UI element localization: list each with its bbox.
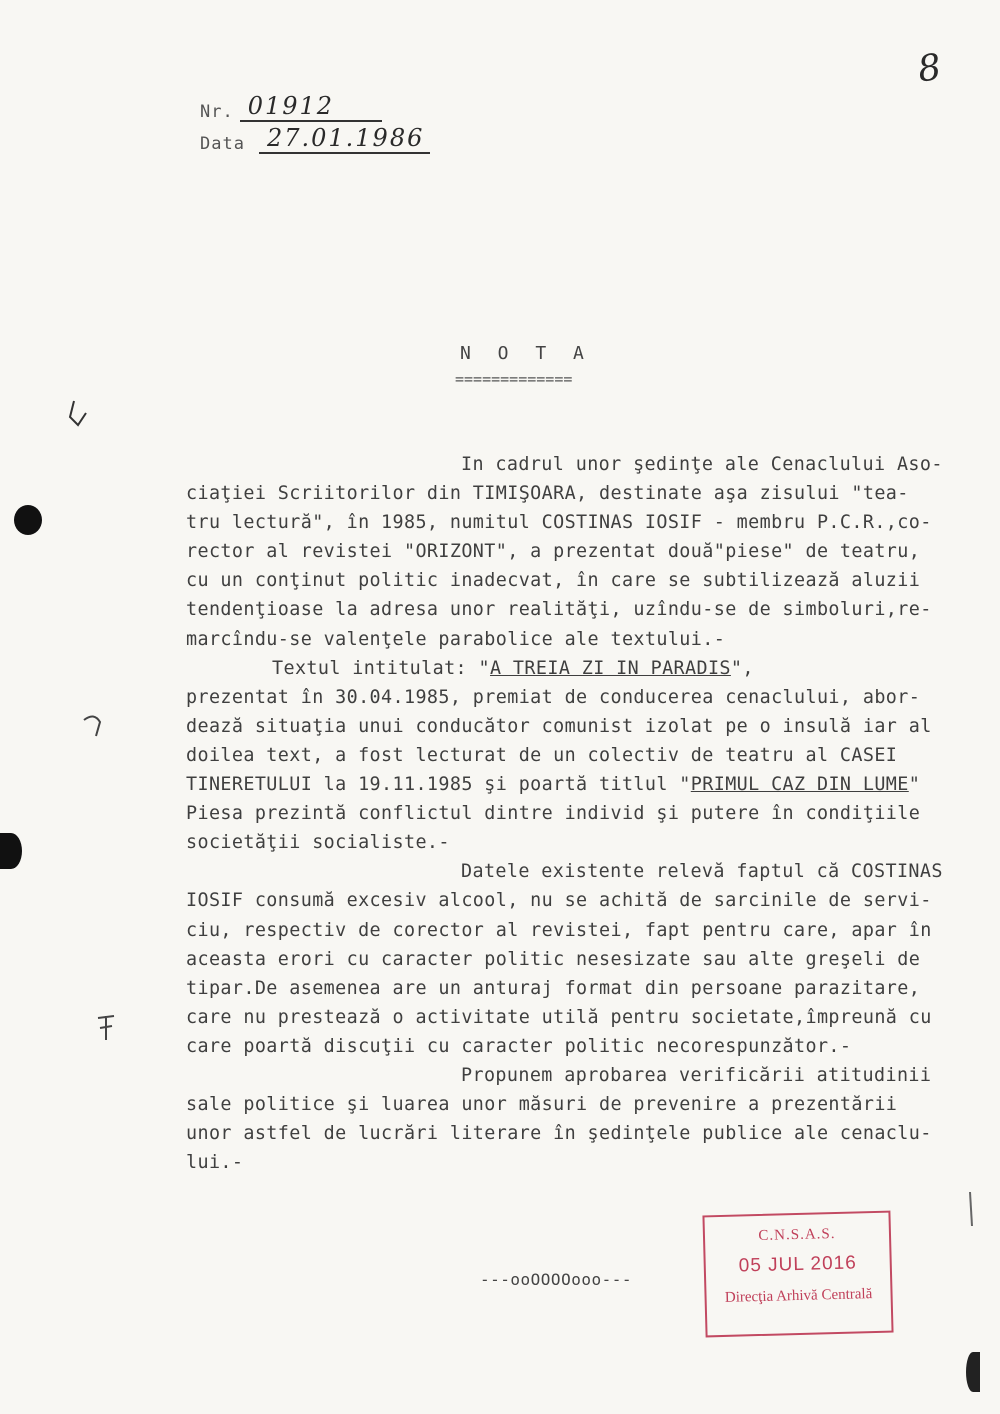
body-line: Propunem aprobarea verificării atitudinii xyxy=(461,1064,932,1086)
body-line: care nu prestează o activitate utilă pentru societate,împreună cu xyxy=(186,1006,932,1028)
body-line: cu un conţinut politic inadecvat, în care se subtilizează aluzii xyxy=(186,570,921,592)
date-value: 27.01.1986 xyxy=(259,124,430,154)
body-line: rector al revistei "ORIZONT", a prezentat două"piese" de teatru, xyxy=(186,541,921,563)
body-line: tru lectură", în 1985, numitul COSTINAS IOSIF - membru P.C.R.,co- xyxy=(186,512,932,534)
body-line-title-two xyxy=(186,770,986,799)
body-line: ciu, respectiv de corector al revistei, fapt pentru care, apar în xyxy=(186,919,932,941)
registration-number-value: 01912 xyxy=(240,92,382,122)
body-line-prefix: TINERETULUI la 19.11.1985 şi poartă titlul " xyxy=(186,774,691,796)
stamp-title: C.N.S.A.S. xyxy=(758,1226,836,1245)
play-title-two-close: " xyxy=(908,774,921,796)
archive-stamp xyxy=(702,1211,893,1338)
play-title-one: A TREIA ZI IN PARADIS xyxy=(489,657,731,679)
body-line: lui.- xyxy=(186,1152,244,1174)
body-line: prezentat în 30.04.1985, premiat de conducerea cenaclului, abor- xyxy=(186,686,921,708)
body-line: Piesa prezintă conflictul dintre individ şi putere în condiţiile xyxy=(186,803,921,825)
stamp-department: Direcţia Arhivă Centrală xyxy=(724,1286,873,1306)
body-line: In cadrul unor şedinţe ale Cenaclului Aso- xyxy=(461,454,943,475)
body-line: marcîndu-se valenţele parabolice ale textului.- xyxy=(186,628,726,650)
body-line: tendenţioase la adresa unor realităţi, uzîndu-se de simboluri,re- xyxy=(186,599,932,621)
date-row xyxy=(200,124,430,154)
stamp-date: 05 JUL 2016 xyxy=(738,1252,858,1277)
document-body xyxy=(186,450,986,1177)
body-line: sale politice şi luarea unor măsuri de prevenire a prezentării xyxy=(186,1094,898,1116)
body-line: aceasta erori cu caracter politic nesesizate sau alte greşeli de xyxy=(186,948,921,970)
closing-ornament: ---ooOOOOooo--- xyxy=(480,1270,632,1289)
body-line-title-one xyxy=(186,654,986,683)
body-line: doilea text, a fost lecturat de un colectiv de teatru al CASEI xyxy=(186,744,898,766)
margin-scribble-mark xyxy=(60,395,100,435)
body-line: tipar.De asemenea are un anturaj format din persoane parazitare, xyxy=(186,977,921,999)
margin-scribble-mark xyxy=(92,1010,122,1046)
page-number-handwritten: 8 xyxy=(915,46,946,91)
play-title-one-close: ", xyxy=(730,657,754,679)
punch-hole xyxy=(0,833,22,869)
edge-mark xyxy=(960,1190,980,1230)
body-line: societăţii socialiste.- xyxy=(186,832,450,854)
body-line: Datele existente relevă faptul că COSTINAS xyxy=(461,861,943,883)
registration-number-label: Nr. xyxy=(200,102,234,122)
document-title: N O T A xyxy=(460,343,592,364)
body-line: care poartă discuţii cu caracter politic necorespunzător.- xyxy=(186,1035,852,1057)
registration-number-row xyxy=(200,92,382,122)
edge-shadow xyxy=(966,1352,980,1392)
title-underline: ============= xyxy=(455,370,573,388)
margin-scribble-mark xyxy=(80,710,110,740)
body-line: IOSIF consumă excesiv alcool, nu se achită de sarcinile de servi- xyxy=(186,890,932,912)
date-label: Data xyxy=(200,134,245,154)
body-line-prefix: Textul intitulat: " xyxy=(272,657,490,679)
punch-hole xyxy=(14,505,42,535)
body-line: ciaţiei Scriitorilor din TIMIŞOARA, destinate aşa zisului "tea- xyxy=(186,483,909,505)
play-title-two: PRIMUL CAZ DIN LUME xyxy=(690,774,909,796)
body-line: dează situaţia unui conducător comunist izolat pe o insulă iar al xyxy=(186,715,932,737)
body-line: unor astfel de lucrări literare în şedinţele publice ale cenaclu- xyxy=(186,1123,932,1145)
